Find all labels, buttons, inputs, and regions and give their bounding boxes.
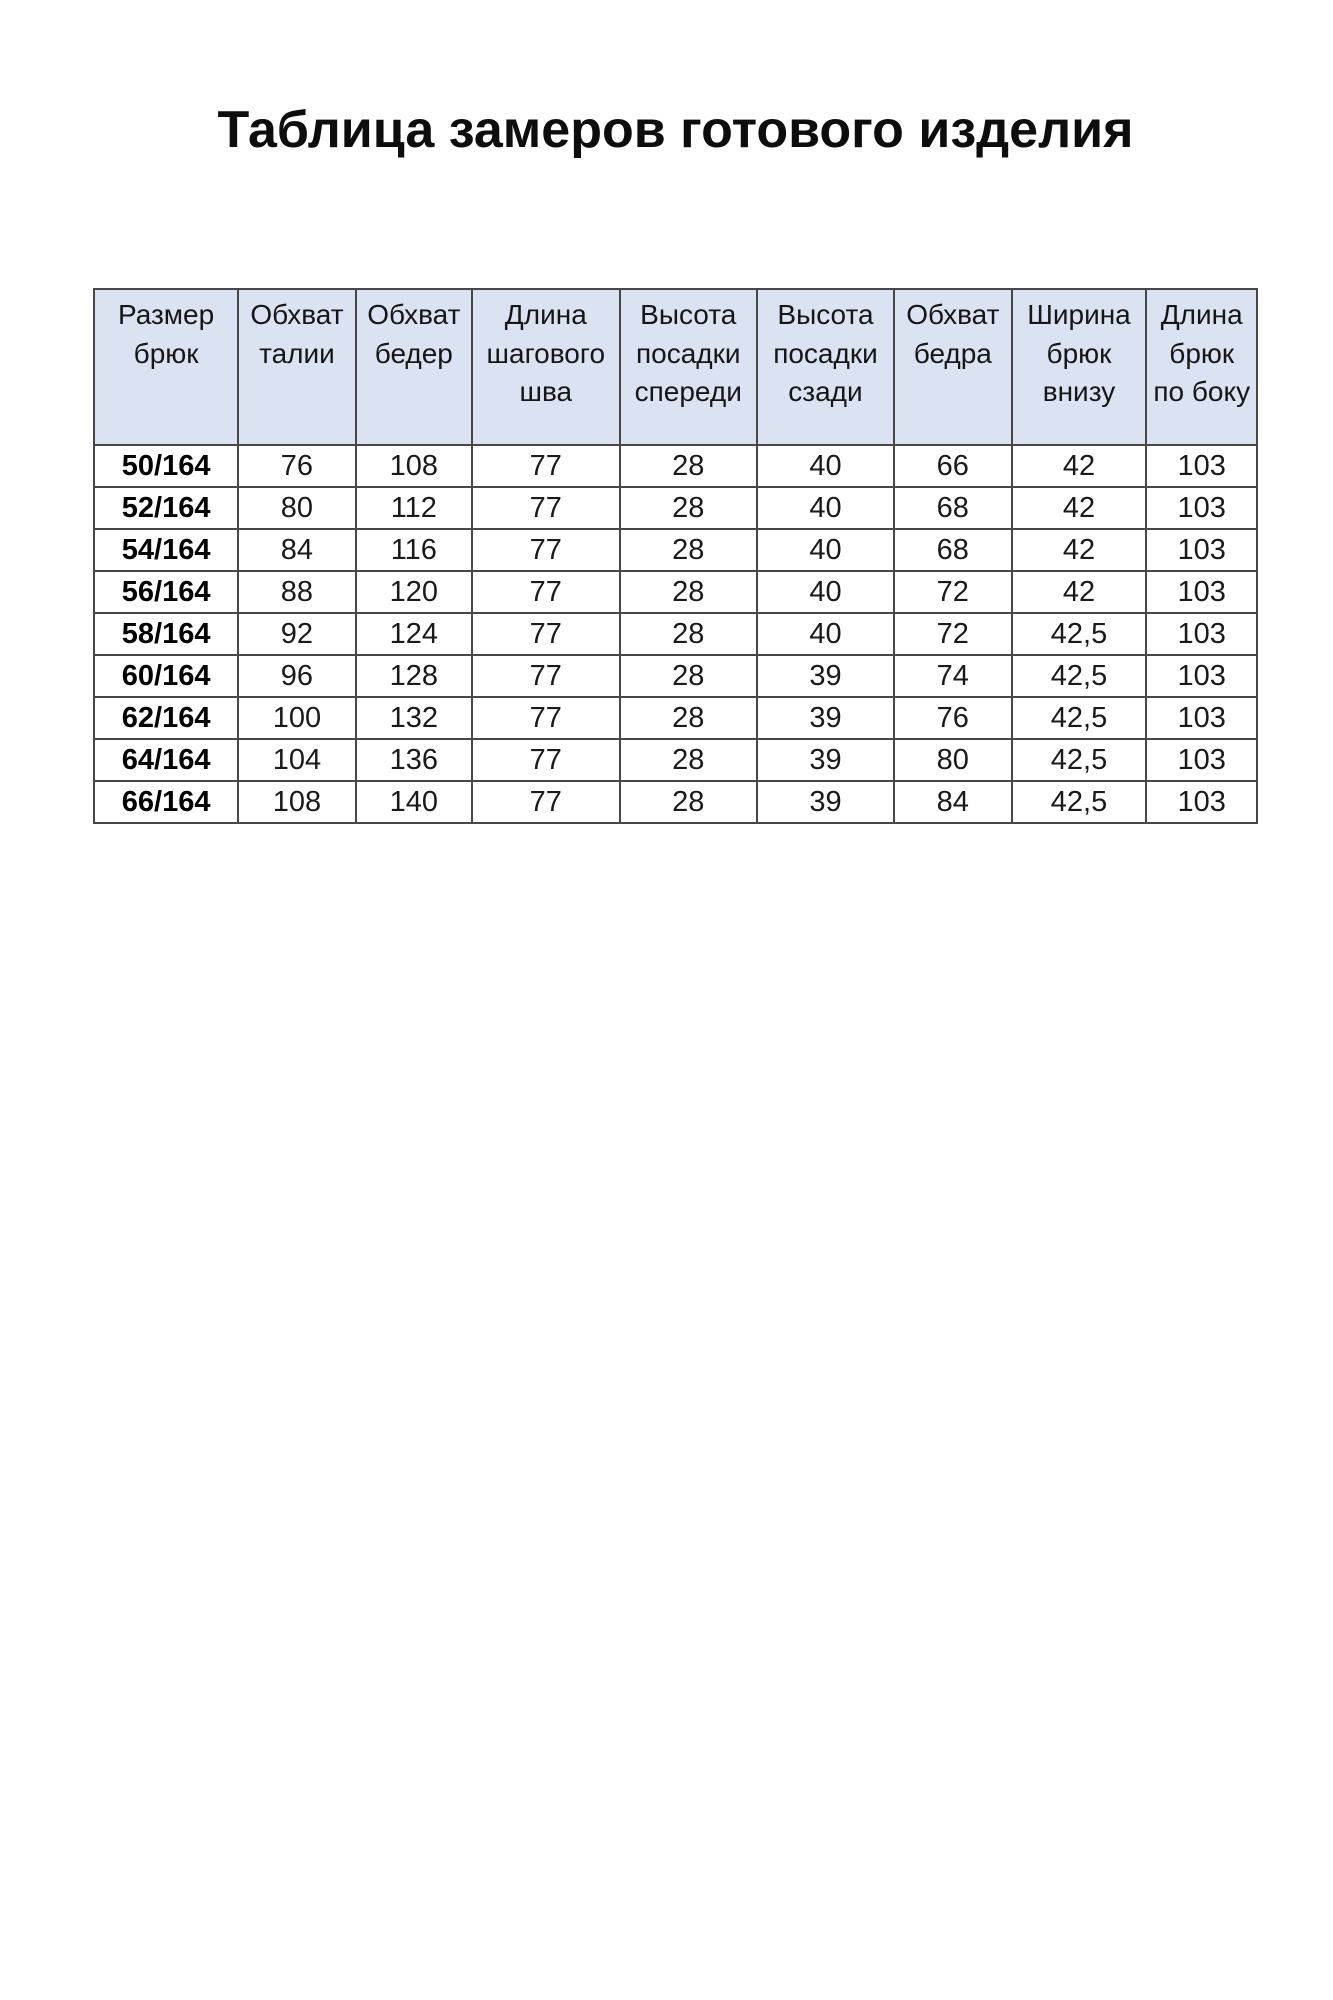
value-cell: 68: [894, 487, 1011, 529]
size-cell: 62/164: [94, 697, 238, 739]
column-header-3: Длина шагового шва: [472, 289, 620, 445]
value-cell: 66: [894, 445, 1011, 487]
value-cell: 28: [620, 739, 757, 781]
value-cell: 92: [238, 613, 355, 655]
value-cell: 77: [472, 655, 620, 697]
value-cell: 103: [1146, 445, 1257, 487]
value-cell: 103: [1146, 571, 1257, 613]
value-cell: 140: [356, 781, 472, 823]
value-cell: 42: [1012, 487, 1147, 529]
table-row: [94, 487, 1257, 529]
value-cell: 28: [620, 781, 757, 823]
table-row: [94, 697, 1257, 739]
value-cell: 42: [1012, 571, 1147, 613]
value-cell: 104: [238, 739, 355, 781]
value-cell: 103: [1146, 529, 1257, 571]
size-cell: 66/164: [94, 781, 238, 823]
value-cell: 42: [1012, 445, 1147, 487]
value-cell: 28: [620, 487, 757, 529]
table-row: [94, 613, 1257, 655]
value-cell: 40: [757, 613, 894, 655]
column-header-2: Обхват бедер: [356, 289, 472, 445]
table-header-row: [94, 289, 1257, 445]
value-cell: 68: [894, 529, 1011, 571]
value-cell: 42,5: [1012, 781, 1147, 823]
size-cell: 54/164: [94, 529, 238, 571]
value-cell: 39: [757, 739, 894, 781]
value-cell: 84: [894, 781, 1011, 823]
value-cell: 39: [757, 781, 894, 823]
value-cell: 77: [472, 739, 620, 781]
value-cell: 40: [757, 445, 894, 487]
column-header-7: Ширина брюк внизу: [1012, 289, 1147, 445]
value-cell: 103: [1146, 655, 1257, 697]
table-row: [94, 781, 1257, 823]
column-header-1: Обхват талии: [238, 289, 355, 445]
value-cell: 28: [620, 529, 757, 571]
value-cell: 40: [757, 529, 894, 571]
value-cell: 108: [356, 445, 472, 487]
value-cell: 108: [238, 781, 355, 823]
value-cell: 28: [620, 697, 757, 739]
value-cell: 76: [894, 697, 1011, 739]
page-title: Таблица замеров готового изделия: [217, 101, 1134, 159]
value-cell: 80: [894, 739, 1011, 781]
value-cell: 124: [356, 613, 472, 655]
value-cell: 39: [757, 697, 894, 739]
value-cell: 28: [620, 571, 757, 613]
value-cell: 40: [757, 487, 894, 529]
value-cell: 112: [356, 487, 472, 529]
value-cell: 74: [894, 655, 1011, 697]
value-cell: 103: [1146, 781, 1257, 823]
value-cell: 103: [1146, 739, 1257, 781]
value-cell: 103: [1146, 697, 1257, 739]
value-cell: 72: [894, 571, 1011, 613]
value-cell: 77: [472, 487, 620, 529]
value-cell: 39: [757, 655, 894, 697]
table-row: [94, 571, 1257, 613]
value-cell: 103: [1146, 487, 1257, 529]
value-cell: 40: [757, 571, 894, 613]
value-cell: 88: [238, 571, 355, 613]
value-cell: 116: [356, 529, 472, 571]
value-cell: 77: [472, 697, 620, 739]
table-row: [94, 655, 1257, 697]
value-cell: 80: [238, 487, 355, 529]
value-cell: 100: [238, 697, 355, 739]
column-header-0: Размер брюк: [94, 289, 238, 445]
value-cell: 28: [620, 613, 757, 655]
value-cell: 77: [472, 571, 620, 613]
size-cell: 64/164: [94, 739, 238, 781]
value-cell: 42,5: [1012, 697, 1147, 739]
size-cell: 60/164: [94, 655, 238, 697]
size-cell: 52/164: [94, 487, 238, 529]
table-header: [94, 289, 1257, 445]
value-cell: 28: [620, 445, 757, 487]
column-header-5: Высота посадки сзади: [757, 289, 894, 445]
size-cell: 56/164: [94, 571, 238, 613]
value-cell: 77: [472, 613, 620, 655]
value-cell: 77: [472, 529, 620, 571]
value-cell: 42,5: [1012, 613, 1147, 655]
value-cell: 77: [472, 781, 620, 823]
measurements-table: [93, 288, 1258, 824]
value-cell: 42,5: [1012, 739, 1147, 781]
value-cell: 128: [356, 655, 472, 697]
value-cell: 136: [356, 739, 472, 781]
value-cell: 96: [238, 655, 355, 697]
size-cell: 58/164: [94, 613, 238, 655]
table-row: [94, 445, 1257, 487]
column-header-8: Длина брюк по боку: [1146, 289, 1257, 445]
value-cell: 72: [894, 613, 1011, 655]
value-cell: 28: [620, 655, 757, 697]
column-header-4: Высота посадки спереди: [620, 289, 757, 445]
table-row: [94, 529, 1257, 571]
value-cell: 103: [1146, 613, 1257, 655]
size-cell: 50/164: [94, 445, 238, 487]
table-body: [94, 445, 1257, 823]
value-cell: 42: [1012, 529, 1147, 571]
table-row: [94, 739, 1257, 781]
value-cell: 77: [472, 445, 620, 487]
value-cell: 132: [356, 697, 472, 739]
value-cell: 42,5: [1012, 655, 1147, 697]
value-cell: 84: [238, 529, 355, 571]
value-cell: 120: [356, 571, 472, 613]
column-header-6: Обхват бедра: [894, 289, 1011, 445]
value-cell: 76: [238, 445, 355, 487]
